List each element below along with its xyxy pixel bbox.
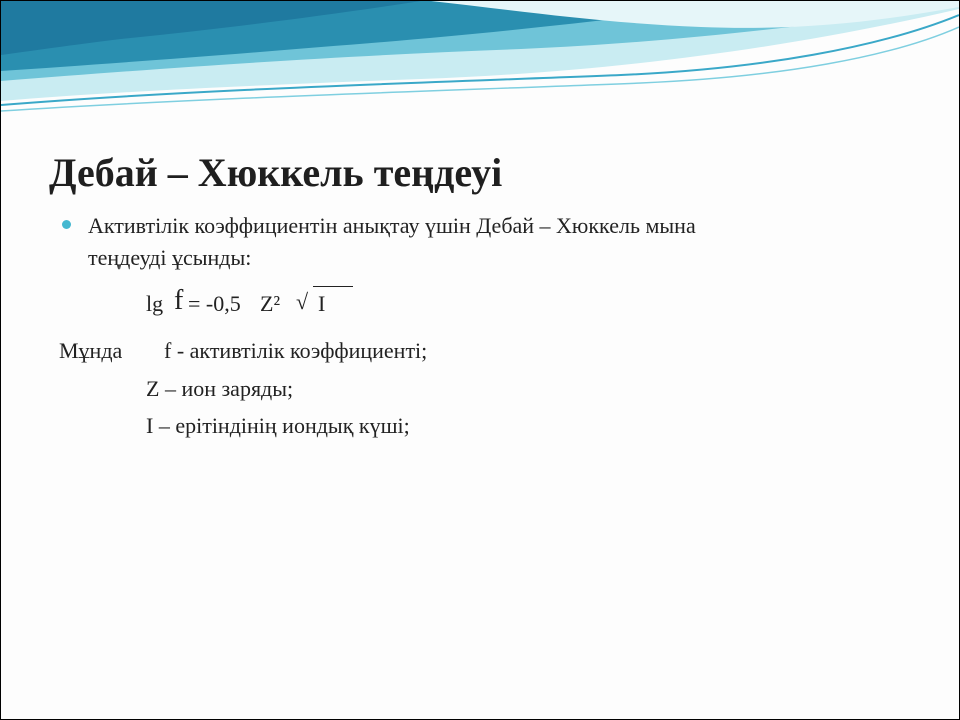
formula-sqrt: √ — [296, 289, 309, 314]
slide-title: Дебай – Хюккель теңдеуі — [49, 150, 503, 195]
bullet-text-line-1: Активтілік коэффициентін анықтау үшін Дебай – Хюккель мына — [88, 213, 696, 238]
bullet-text-line-2: теңдеуді ұсынды: — [88, 245, 252, 270]
header-wave-decoration — [1, 1, 959, 121]
formula-rhs: = -0,5 — [188, 291, 241, 316]
where-label: Мұнда — [59, 338, 123, 363]
sqrt-overline — [313, 286, 353, 287]
debye-huckel-formula — [146, 285, 366, 325]
formula-z-squared: Z² — [260, 291, 281, 316]
bullet-icon — [62, 220, 71, 229]
definition-i: I – ерітіндінің иондық күші; — [146, 413, 410, 438]
formula-lg: lg — [146, 291, 164, 316]
definition-f: f - активтілік коэффициенті; — [164, 338, 428, 363]
definition-z: Z – ион заряды; — [146, 376, 294, 401]
formula-i: I — [318, 291, 326, 316]
formula-f: f — [174, 285, 184, 316]
